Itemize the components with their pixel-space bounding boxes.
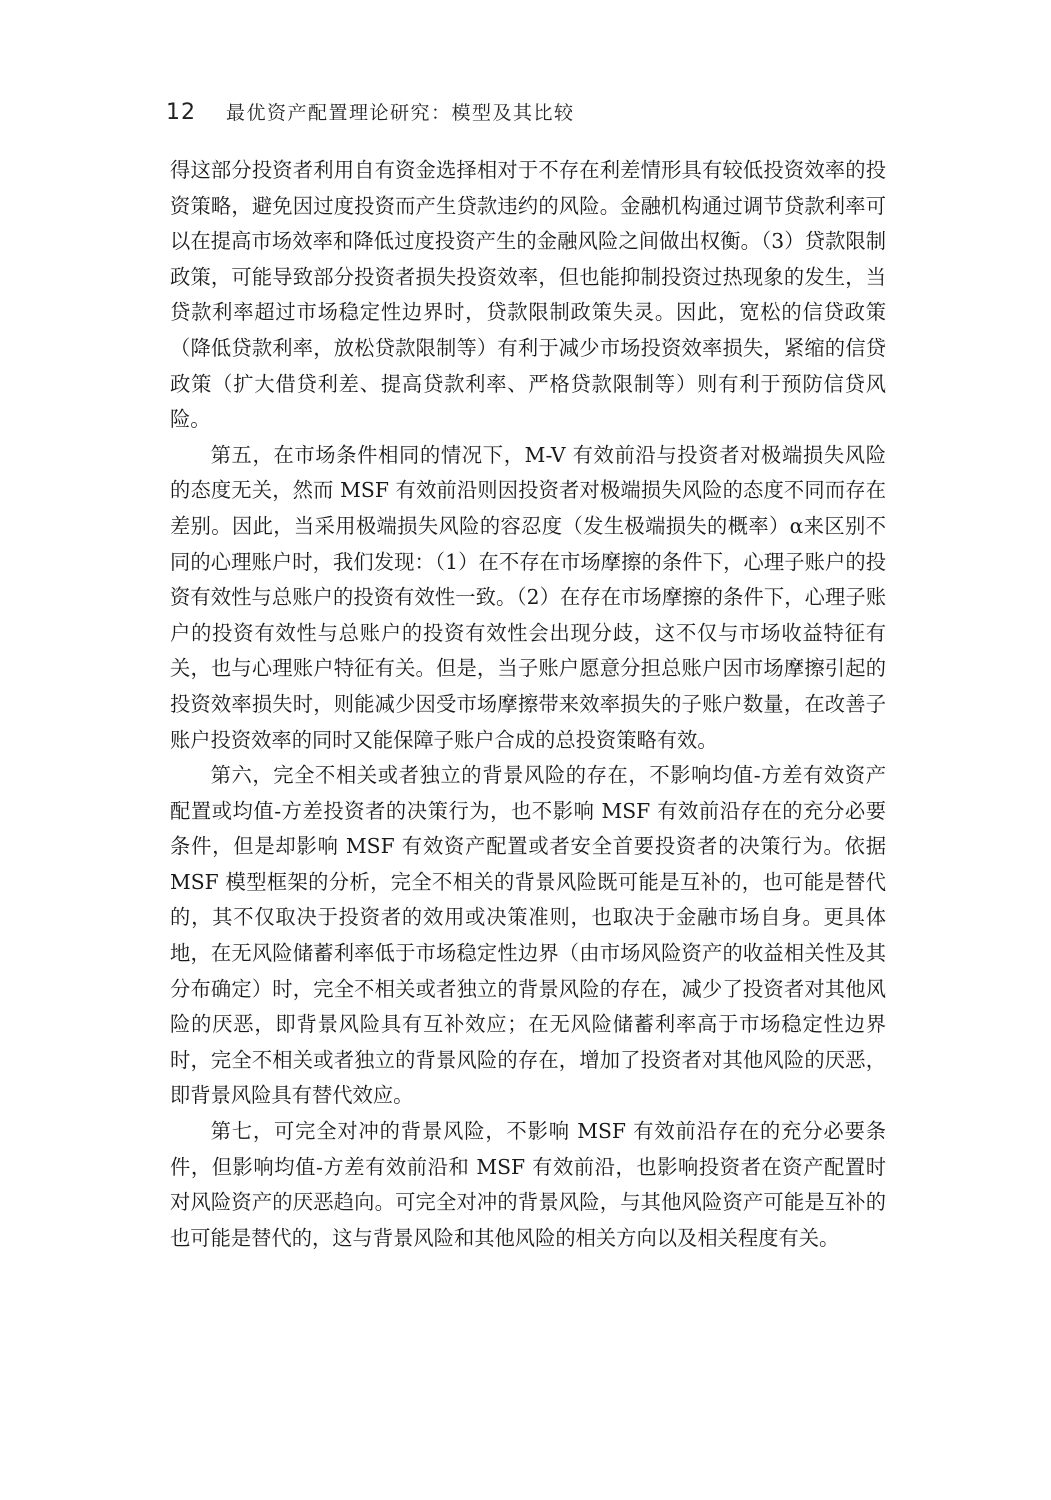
page-number: 12 [166,100,196,125]
body-text [170,153,886,1256]
paragraph-seventh-point: 第七，可完全对冲的背景风险，不影响 MSF 有效前沿存在的充分必要条件，但影响均值-方差有效前沿和 MSF 有效前沿，也影响投资者在资产配置时对风险资产的厌恶趋向。可完全对冲的背景风险，与其他风险资产可能是互补的也可能是替代的，这与背景风险和其他风险的相关方向以及相关程度有关。 [170,1119,886,1250]
book-title: 最优资产配置理论研究：模型及其比较 [226,102,575,124]
paragraph-sixth-point: 第六，完全不相关或者独立的背景风险的存在，不影响均值-方差有效资产配置或均值-方差投资者的决策行为，也不影响 MSF 有效前沿存在的充分必要条件，但是却影响 MSF 有效资产配置或者安全首要投资者的决策行为。依据 MSF 模型框架的分析，完全不相关的背景风险既可能是互补的，也可能是替代的，其不仅取决于投资者的效用或决策准则，也取决于金融市场自身。更具体地，在无风险储蓄利率低于市场稳定性边界（由市场风险资产的收益相关性及其分布确定）时，完全不相关或者独立的背景风险的存在，减少了投资者对其他风险的厌恶，即背景风险具有互补效应；在无风险储蓄利率高于市场稳定性边界时，完全不相关或者独立的背景风险的存在，增加了投资者对其他风险的厌恶，即背景风险具有替代效应。 [170,763,886,1108]
running-header [166,98,575,130]
paragraph-fifth-point: 第五，在市场条件相同的情况下，M-V 有效前沿与投资者对极端损失风险的态度无关，然而 MSF 有效前沿则因投资者对极端损失风险的态度不同而存在差别。因此，当采用极端损失风险的容忍度（发生极端损失的概率）α来区别不同的心理账户时，我们发现：（1）在不存在市场摩擦的条件下，心理子账户的投资有效性与总账户的投资有效性一致。（2）在存在市场摩擦的条件下，心理子账户的投资有效性与总账户的投资有效性会出现分歧，这不仅与市场收益特征有关，也与心理账户特征有关。但是，当子账户愿意分担总账户因市场摩擦引起的投资效率损失时，则能减少因受市场摩擦带来效率损失的子账户数量，在改善子账户投资效率的同时又能保障子账户合成的总投资策略有效。 [170,442,886,752]
paragraph-continuation: 得这部分投资者利用自有资金选择相对于不存在利差情形具有较低投资效率的投资策略，避免因过度投资而产生贷款违约的风险。金融机构通过调节贷款利率可以在提高市场效率和降低过度投资产生的金融风险之间做出权衡。（3）贷款限制政策，可能导致部分投资者损失投资效率，但也能抑制投资过热现象的发生，当贷款利率超过市场稳定性边界时，贷款限制政策失灵。因此，宽松的信贷政策（降低贷款利率，放松贷款限制等）有利于减少市场投资效率损失，紧缩的信贷政策（扩大借贷利差、提高贷款利率、严格贷款限制等）则有利于预防信贷风险。 [170,158,886,432]
